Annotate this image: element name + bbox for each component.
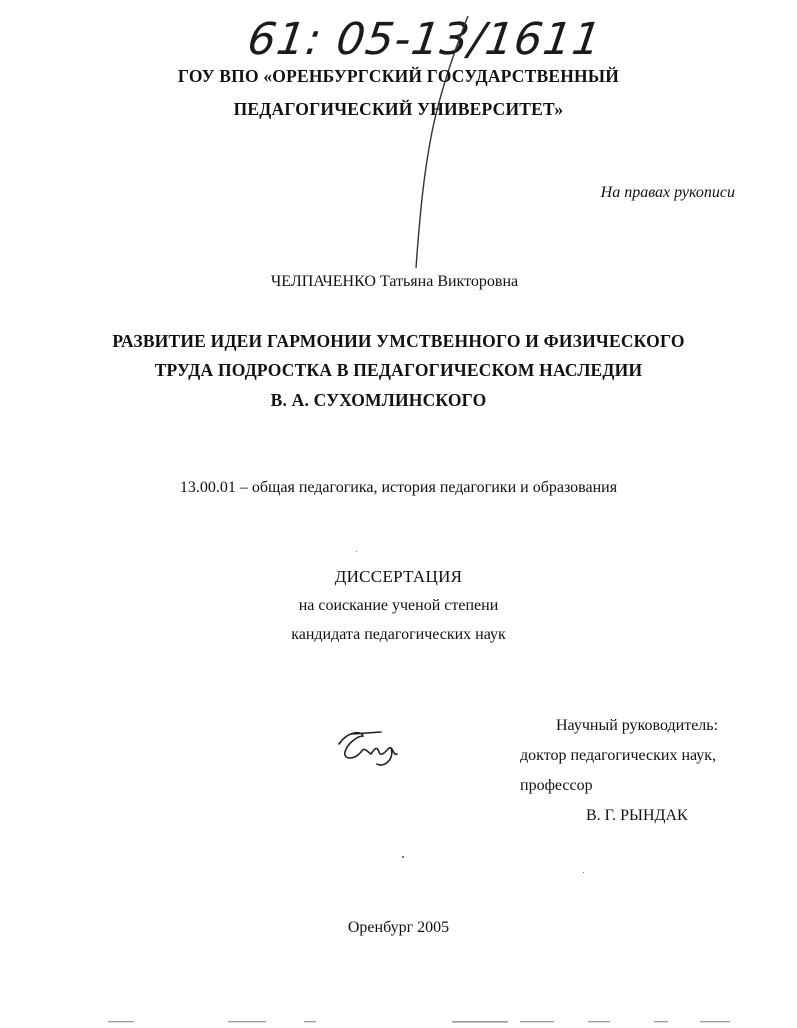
title-line-2: ТРУДА ПОДРОСТКА В ПЕДАГОГИЧЕСКОМ НАСЛЕДИИ [154,360,643,380]
supervisor-block [520,711,718,831]
supervisor-degree: доктор педагогических наук, [520,747,717,764]
scan-speck [356,551,357,552]
supervisor-label: Научный руководитель: [556,717,719,734]
scan-speck [402,856,404,858]
specialty-code: 13.00.01 – общая педагогика, история педагогики и образования [179,479,618,496]
supervisor-name: В. Г. РЫНДАК [586,807,688,824]
city-year: Оренбург 2005 [347,919,450,936]
title-line-3: В. А. СУХОМЛИНСКОГО [270,390,487,410]
supervisor-rank: профессор [520,777,593,794]
pen-stroke-icon [410,12,480,272]
dissertation-degree-line-1: на соискание ученой степени [298,597,499,614]
organization-line-2: ПЕДАГОГИЧЕСКИЙ УНИВЕРСИТЕТ» [233,99,564,119]
scan-speck [583,872,584,873]
signature-icon [333,722,405,770]
handwritten-archive-code: 61: 05-13/1611 [244,14,606,65]
author-name: ЧЕЛПАЧЕНКО Татьяна Викторовна [270,273,519,290]
organization-line-1: ГОУ ВПО «ОРЕНБУРГСКИЙ ГОСУДАРСТВЕННЫЙ [177,66,620,86]
scan-edge-artifact [0,1019,797,1025]
dissertation-heading: ДИССЕРТАЦИЯ [334,567,463,586]
manuscript-rights: На правах рукописи [600,184,735,201]
title-line-1: РАЗВИТИЕ ИДЕИ ГАРМОНИИ УМСТВЕННОГО И ФИЗИЧЕСКОГО [112,331,685,351]
dissertation-degree-line-2: кандидата педагогических наук [291,626,506,643]
